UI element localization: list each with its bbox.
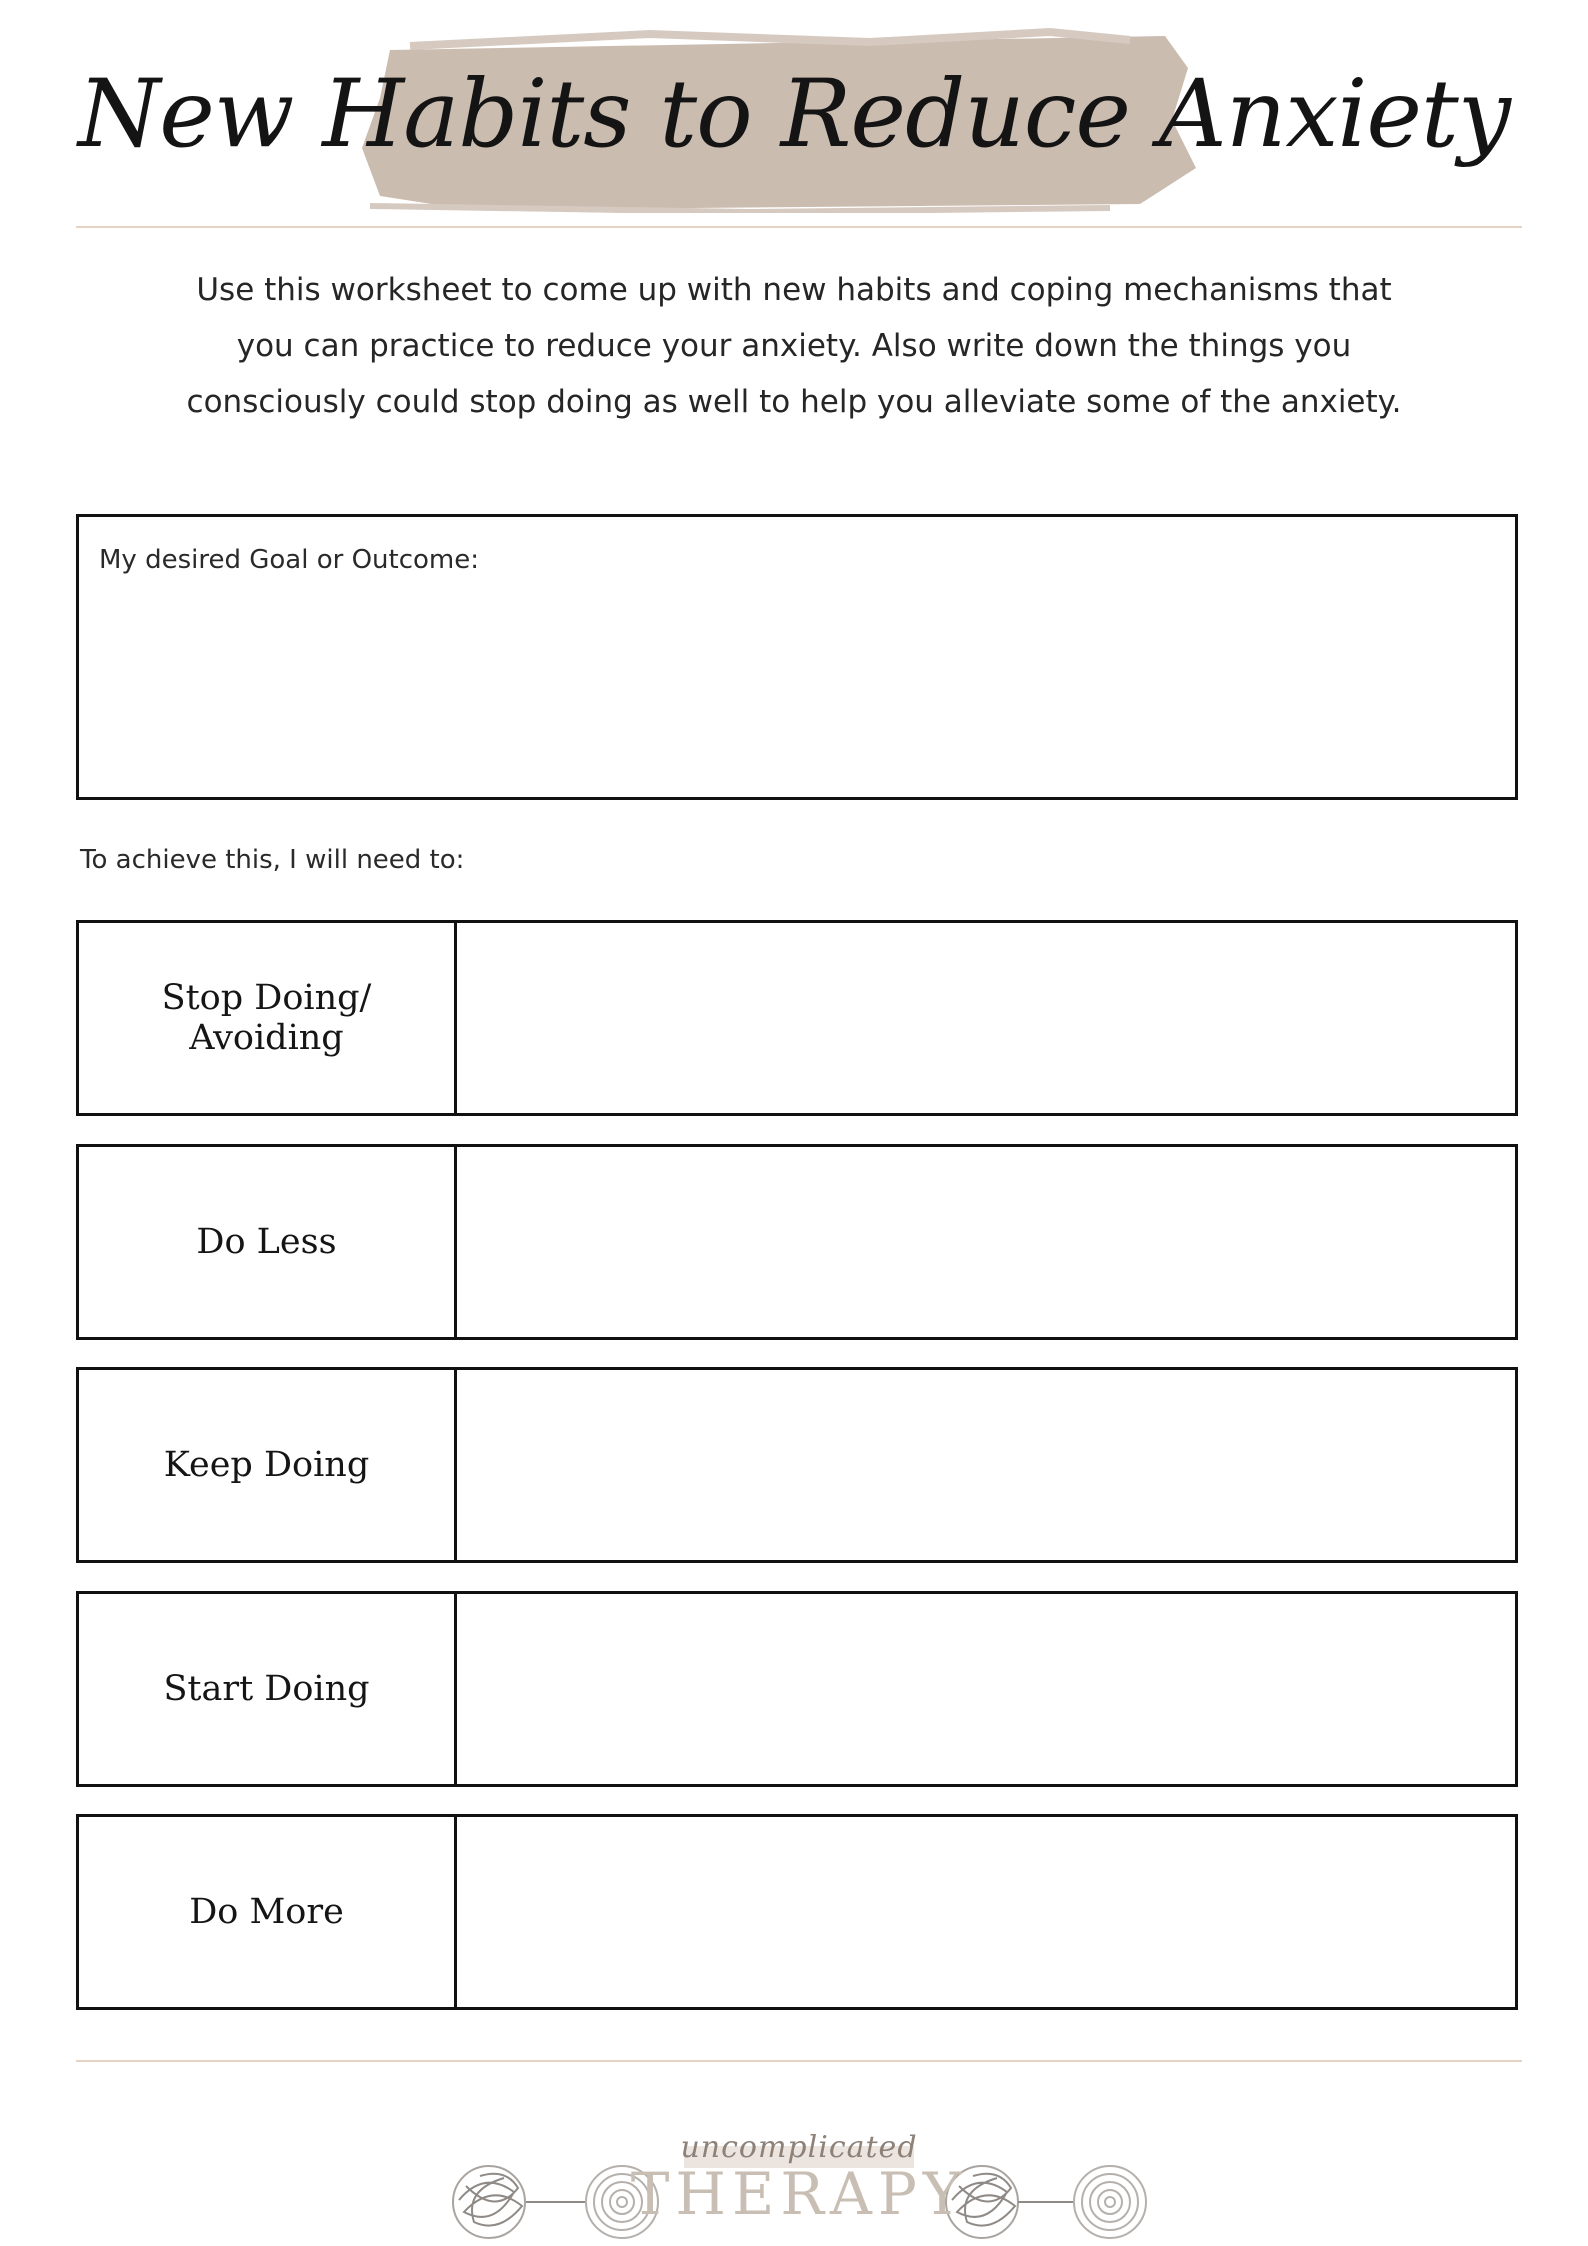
habit-row-label: Keep Doing [79,1370,457,1560]
brand-name: THERAPY [630,2160,968,2228]
footer-divider [76,2060,1522,2062]
habit-row-label: Do Less [79,1147,457,1337]
habit-row-label: Stop Doing/ Avoiding [79,923,457,1113]
brand-tagline: uncomplicated [680,2130,918,2165]
goal-box[interactable] [76,514,1518,800]
habit-row-do-less [76,1144,1518,1340]
brand-logo [444,2130,1154,2246]
intro-paragraph: Use this worksheet to come up with new habits and coping mechanisms that you can practice to reduce your anxiety. Also write down the things you consciously could stop doing as well to help you alleviate some of the anxiety. [186,272,1402,420]
habit-row-entry[interactable] [457,1594,1515,1784]
header-divider [76,226,1522,228]
habit-row-label: Start Doing [79,1594,457,1784]
habit-row-stop-doing [76,920,1518,1116]
habit-row-entry[interactable] [457,1370,1515,1560]
habit-row-entry[interactable] [457,1147,1515,1337]
habit-row-start-doing [76,1591,1518,1787]
habit-row-do-more [76,1814,1518,2010]
goal-label: My desired Goal or Outcome: [99,545,479,575]
habit-row-keep-doing [76,1367,1518,1563]
habit-row-entry[interactable] [457,923,1515,1113]
habit-row-entry[interactable] [457,1817,1515,2007]
habit-row-label: Do More [79,1817,457,2007]
achieve-label: To achieve this, I will need to: [80,845,465,875]
page-title: New Habits to Reduce Anxiety [78,60,1510,169]
